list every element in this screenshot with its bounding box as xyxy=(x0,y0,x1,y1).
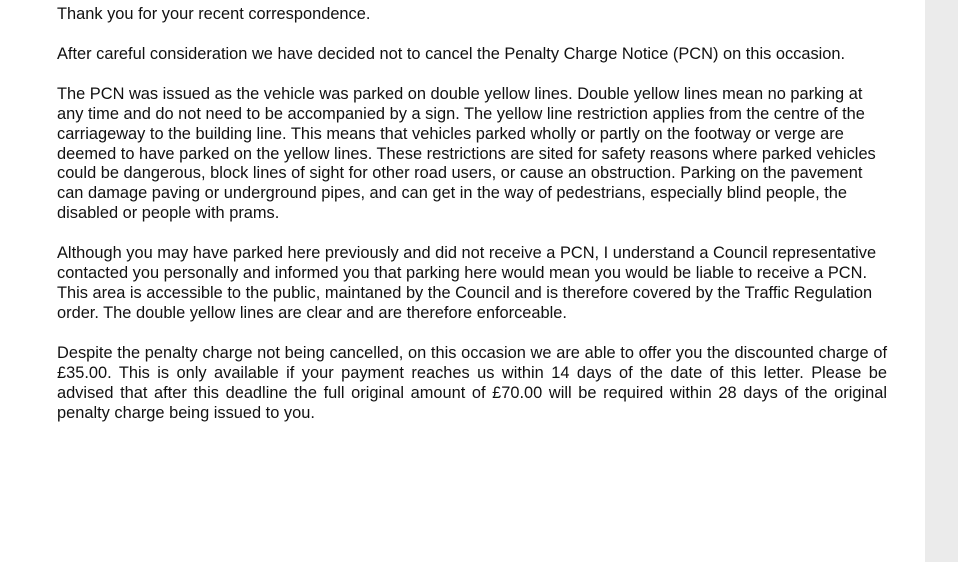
viewer-margin xyxy=(925,0,958,562)
letter-body xyxy=(57,5,887,443)
restriction-explanation-paragraph: The PCN was issued as the vehicle was parked on double yellow lines. Double yellow lines mean no parking at any time and do not need to be accompanied by a sign. The yellow line restriction applies from the centre of the carriageway to the building line. This means that vehicles parked wholly or partly on the footway or verge are deemed to have parked on the yellow lines. These restrictions are sited for safety reasons where parked vehicles could be dangerous, block lines of sight for other road users, or cause an obstruction. Parking on the pavement can damage paving or underground pipes, and can get in the way of pedestrians, especially blind people, the disabled or people with prams. xyxy=(57,84,876,223)
discount-offer-paragraph: Despite the penalty charge not being cancelled, on this occasion we are able to offer you the discounted charge of £35.00. This is only available if your payment reaches us within 14 days of the date of this letter. Please be advised that after this deadline the full original amount of £70.00 will be required within 28 days of the original penalty charge being issued to you. xyxy=(57,343,887,422)
letter-greeting: Thank you for your recent correspondence. xyxy=(57,5,371,23)
decision-paragraph: After careful consideration we have decided not to cancel the Penalty Charge Notice (PCN) on this occasion. xyxy=(57,44,846,63)
previous-parking-paragraph: Although you may have parked here previously and did not receive a PCN, I understand a Council representative contacted you personally and informed you that parking here would mean you would be liable to receive a PCN. This area is accessible to the public, maintaned by the Council and is therefore covered by the Traffic Regulation order. The double yellow lines are clear and are therefore enforceable. xyxy=(57,244,877,322)
